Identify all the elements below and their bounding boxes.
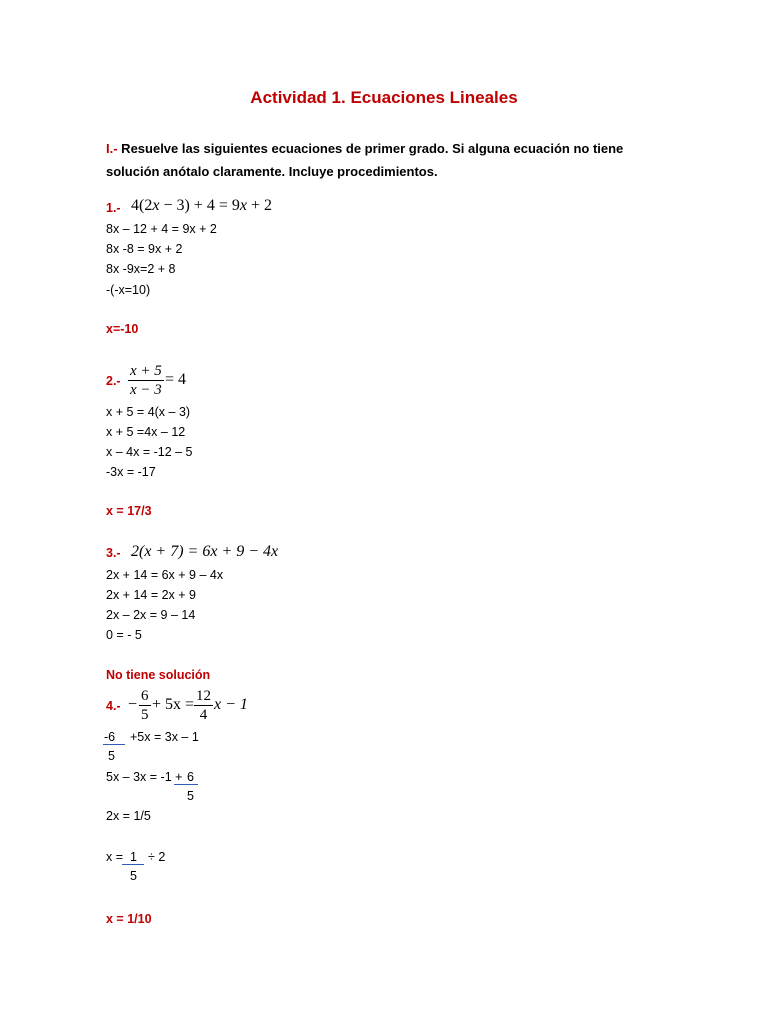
problem-2-label: 2.- <box>106 374 121 388</box>
problem-4-step-1-rest: +5x = 3x – 1 <box>130 730 199 744</box>
problem-3-step: 2x + 14 = 2x + 9 <box>106 588 196 602</box>
problem-4-step-2: 5x – 3x = -1 + <box>106 770 183 784</box>
problem-4-step-4-denominator: 5 <box>130 869 137 883</box>
section-label: I.- <box>106 141 118 156</box>
fraction-bar <box>174 784 198 785</box>
problem-4-answer: x = 1/10 <box>106 912 152 926</box>
problem-4-step-1-denominator: 5 <box>108 749 115 763</box>
problem-4-step-4: x = <box>106 850 124 864</box>
problem-2-rhs: = 4 <box>165 371 187 388</box>
problem-3-answer: No tiene solución <box>106 668 211 682</box>
problem-1-label: 1.- <box>106 201 121 215</box>
problem-2-step: x – 4x = -12 – 5 <box>106 445 193 459</box>
problem-4-step-1-numerator: -6 <box>104 730 116 744</box>
problem-4-fraction-2: $\frac{12}{4}$ <box>196 688 211 723</box>
problem-3-step: 2x – 2x = 9 – 14 <box>106 608 196 622</box>
problem-2-fraction: $\frac{x + 5}{x - 3}$ <box>130 363 162 398</box>
problem-4-step-4-rest: ÷ 2 <box>148 850 166 864</box>
problem-2-step: x + 5 = 4(x – 3) <box>106 405 191 419</box>
problem-1-step: 8x -9x=2 + 8 <box>106 262 176 276</box>
fraction-bar <box>103 744 125 745</box>
problem-4-fraction-1: $\frac{6}{5}$ <box>141 688 149 723</box>
problem-4-step-2-denominator: 5 <box>187 789 194 803</box>
page-title: Actividad 1. Ecuaciones Lineales <box>250 88 518 107</box>
problem-2-answer: x = 17/3 <box>106 504 152 518</box>
problem-4-minus: − <box>128 696 138 713</box>
instructions-line-2: solución anótalo claramente. Incluye procedimientos. <box>106 164 438 179</box>
problem-3-equation: 2(x + 7) = 6x + 9 − 4x <box>131 543 279 560</box>
problem-1-step: 8x -8 = 9x + 2 <box>106 242 183 256</box>
problem-4-step-3: 2x = 1/5 <box>106 809 151 823</box>
fraction-bar <box>122 864 144 865</box>
problem-1-step: 8x – 12 + 4 = 9x + 2 <box>106 222 217 236</box>
problem-4-tail: x − 1 <box>214 696 248 713</box>
problem-4-middle: + 5x = <box>152 696 195 713</box>
problem-1-equation: 4(2x − 3) + 4 = 9x + 2 <box>131 197 272 214</box>
problem-3-label: 3.- <box>106 546 121 560</box>
problem-4-step-4-numerator: 1 <box>130 850 137 864</box>
problem-2-step: -3x = -17 <box>106 465 156 479</box>
problem-2-step: x + 5 =4x – 12 <box>106 425 186 439</box>
instructions <box>106 137 623 183</box>
problem-3-step: 2x + 14 = 6x + 9 – 4x <box>106 568 224 582</box>
instructions-line-1: Resuelve las siguientes ecuaciones de primer grado. Si alguna ecuación no tiene <box>117 141 624 156</box>
problem-1-answer: x=-10 <box>106 322 139 336</box>
problem-4-label: 4.- <box>106 699 121 713</box>
problem-1-step: -(-x=10) <box>106 283 151 297</box>
problem-3-step: 0 = - 5 <box>106 628 142 642</box>
problem-4-step-2-numerator: 6 <box>187 770 194 784</box>
